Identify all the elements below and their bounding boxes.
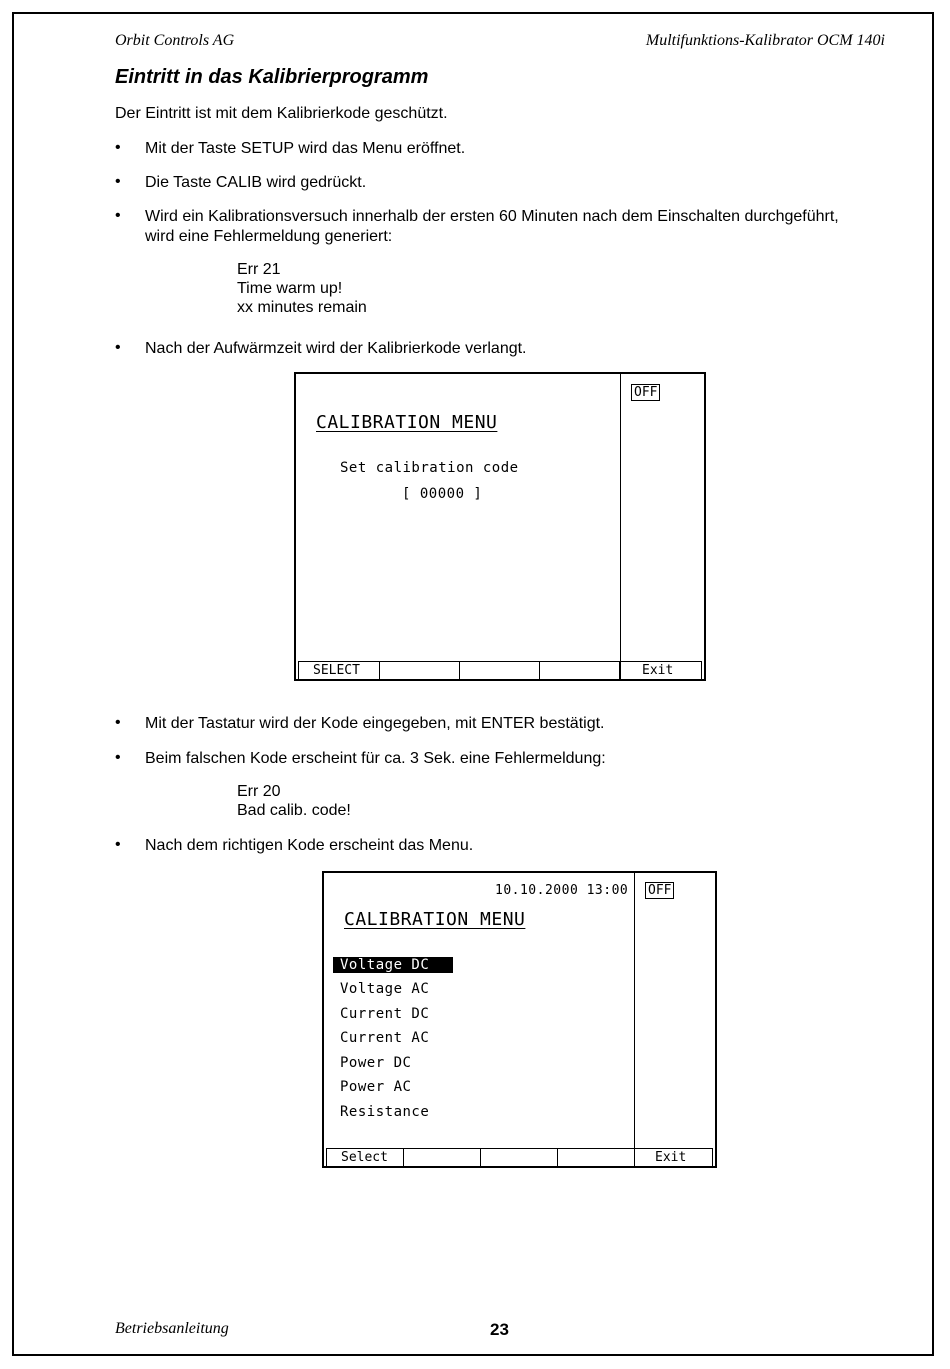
bullet-dot: • (115, 173, 121, 190)
bullet-dot: • (115, 139, 121, 156)
menu-item-power-dc[interactable]: Power DC (340, 1055, 412, 1071)
softkey-bar (298, 661, 702, 679)
page-number: 23 (490, 1320, 509, 1339)
lcd-divider (620, 374, 621, 679)
bullet-text: Beim falschen Kode erscheint für ca. 3 Sek. eine Fehlermeldung: (145, 750, 606, 767)
softkey-empty[interactable] (380, 661, 460, 679)
bullet-text-continued: wird eine Fehlermeldung generiert: (145, 228, 393, 245)
header-document-title: Multifunktions-Kalibrator OCM 140i (645, 32, 885, 49)
softkey-select[interactable]: SELECT (298, 661, 380, 679)
menu-title: CALIBRATION MENU (316, 412, 498, 433)
bullet-text: Nach dem richtigen Kode erscheint das Menu. (145, 837, 474, 854)
menu-item-voltage-dc[interactable]: Voltage DC (333, 957, 453, 973)
softkey-bar (326, 1148, 713, 1166)
softkey-empty[interactable] (481, 1148, 558, 1166)
error-code-line: Err 21 (237, 261, 281, 278)
code-input-field[interactable]: [ 00000 ] (402, 486, 483, 502)
output-status-badge: OFF (631, 384, 660, 401)
menu-item-current-ac[interactable]: Current AC (340, 1030, 430, 1046)
error-code-line: Err 20 (237, 783, 281, 800)
softkey-select[interactable]: Select (326, 1148, 404, 1166)
bullet-dot: • (115, 207, 121, 224)
menu-item-voltage-ac[interactable]: Voltage AC (340, 981, 430, 997)
bullet-dot: • (115, 339, 121, 356)
softkey-exit[interactable]: Exit (635, 1148, 713, 1166)
bullet-dot: • (115, 714, 121, 731)
softkey-empty[interactable] (558, 1148, 635, 1166)
softkey-exit[interactable]: Exit (620, 661, 702, 679)
bullet-text: Nach der Aufwärmzeit wird der Kalibrierkode verlangt. (145, 340, 527, 357)
footer-document-type: Betriebsanleitung (115, 1320, 229, 1337)
date-time-display: 10.10.2000 13:00 (495, 883, 629, 898)
bullet-dot: • (115, 749, 121, 766)
error-message-line: xx minutes remain (237, 299, 367, 316)
lcd-divider (634, 873, 635, 1166)
menu-item-resistance[interactable]: Resistance (340, 1104, 430, 1120)
softkey-empty[interactable] (540, 661, 620, 679)
softkey-empty[interactable] (404, 1148, 481, 1166)
header-company: Orbit Controls AG (115, 32, 235, 49)
output-status-badge: OFF (645, 882, 674, 899)
menu-title: CALIBRATION MENU (344, 909, 526, 930)
bullet-text: Mit der Tastatur wird der Kode eingegeben, mit ENTER bestätigt. (145, 715, 605, 732)
code-prompt: Set calibration code (340, 460, 519, 476)
error-message-line: Bad calib. code! (237, 802, 351, 819)
intro-text: Der Eintritt ist mit dem Kalibrierkode geschützt. (115, 105, 448, 122)
bullet-text: Die Taste CALIB wird gedrückt. (145, 174, 367, 191)
menu-item-current-dc[interactable]: Current DC (340, 1006, 430, 1022)
section-title: Eintritt in das Kalibrierprogramm (115, 66, 429, 88)
bullet-text: Wird ein Kalibrationsversuch innerhalb der ersten 60 Minuten nach dem Einschalten durchgeführt, (145, 208, 839, 225)
bullet-dot: • (115, 836, 121, 853)
menu-item-power-ac[interactable]: Power AC (340, 1079, 412, 1095)
lcd-screen-code-entry (294, 372, 706, 681)
lcd-screen-calibration-menu (322, 871, 717, 1168)
error-message-line: Time warm up! (237, 280, 343, 297)
softkey-empty[interactable] (460, 661, 540, 679)
bullet-text: Mit der Taste SETUP wird das Menu eröffnet. (145, 140, 466, 157)
